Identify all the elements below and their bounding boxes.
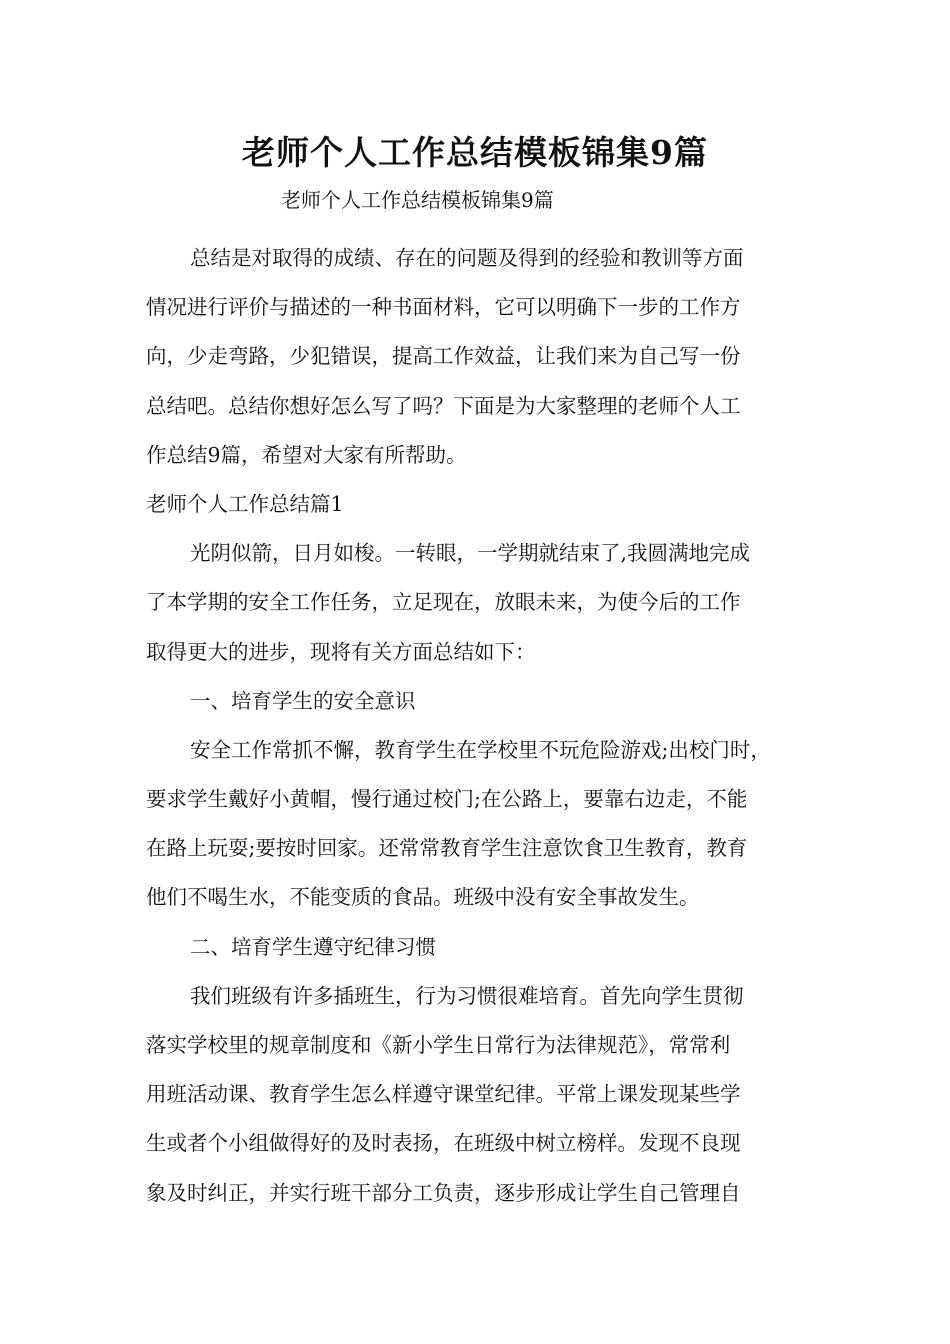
body-line: 取得更大的进步，现将有关方面总结如下：: [146, 639, 536, 664]
body-line: 生或者个小组做得好的及时表扬，在班级中树立榜样。发现不良现: [146, 1131, 741, 1156]
body-line: 在路上玩耍;要按时回家。还常常教育学生注意饮食卫生教育，教育: [146, 836, 748, 861]
document-title: 老师个人工作总结模板锦集9篇: [242, 133, 708, 172]
document-body: [146, 234, 806, 1218]
body-line: 我们班级有许多插班生，行为习惯很难培育。首先向学生贯彻: [190, 983, 744, 1008]
body-line: 安全工作常抓不懈，教育学生在学校里不玩危险游戏;出校门时，: [190, 737, 771, 762]
body-line: 作总结9篇，希望对大家有所帮助。: [146, 442, 467, 467]
body-line: 用班活动课、教育学生怎么样遵守课堂纪律。平常上课发现某些学: [146, 1082, 741, 1107]
body-line: 一、培育学生的安全意识: [190, 688, 416, 713]
body-line: 总结吧。总结你想好怎么写了吗？下面是为大家整理的老师个人工: [146, 393, 741, 418]
body-line: 落实学校里的规章制度和《新小学生日常行为法律规范》，常常利: [146, 1033, 731, 1057]
body-line: 总结是对取得的成绩、存在的问题及得到的经验和教训等方面: [190, 246, 744, 270]
body-line: 象及时纠正，并实行班干部分工负责，逐步形成让学生自己管理自: [146, 1180, 741, 1205]
body-line: 向，少走弯路，少犯错误，提高工作效益，让我们来为自己写一份: [146, 344, 741, 369]
document-subtitle: 老师个人工作总结模板锦集9篇: [281, 188, 554, 212]
body-line: 光阴似箭，日月如梭。一转眼，一学期就结束了,我圆满地完成: [190, 541, 751, 566]
body-line: 要求学生戴好小黄帽，慢行通过校门;在公路上，要靠右边走，不能: [146, 787, 748, 812]
body-line: 了本学期的安全工作任务，立足现在，放眼未来，为使今后的工作: [146, 590, 741, 615]
body-line: 他们不喝生水，不能变质的食品。班级中没有安全事故发生。: [146, 885, 700, 910]
body-line: 二、培育学生遵守纪律习惯: [190, 934, 436, 959]
body-line: 情况进行评价与描述的一种书面材料，它可以明确下一步的工作方: [146, 295, 741, 320]
body-line: 老师个人工作总结篇1: [146, 491, 344, 516]
